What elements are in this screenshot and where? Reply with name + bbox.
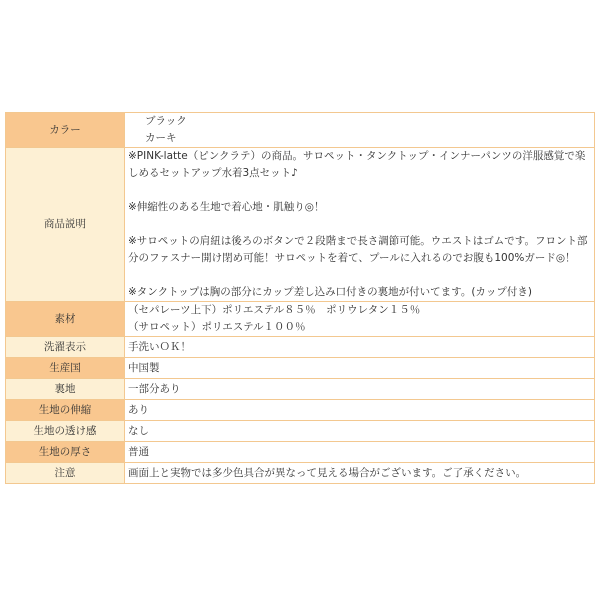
washing-label: 洗濯表示 — [6, 337, 125, 358]
row-note — [6, 463, 595, 484]
row-color — [6, 113, 595, 148]
color-values — [125, 113, 595, 148]
washing-value: 手洗いＯＫ！ — [125, 337, 595, 358]
row-stretch — [6, 400, 595, 421]
material-value-salopette: （サロペット）ポリエステル１００％ — [128, 321, 306, 333]
description-paragraph-1: ※PINK-latte（ピンクラテ）の商品。サロペット・タンクトップ・インナーパンツの洋服感覚で楽しめるセットアップ水着3点セット♪ — [128, 150, 586, 179]
origin-label: 生産国 — [6, 358, 125, 379]
lining-label: 裏地 — [6, 379, 125, 400]
stretch-value: あり — [125, 400, 595, 421]
thickness-label: 生地の厚さ — [6, 442, 125, 463]
note-value: 画面上と実物では多少色具合が異なって見える場合がございます。ご了承ください。 — [125, 463, 595, 484]
row-lining — [6, 379, 595, 400]
thickness-value: 普通 — [125, 442, 595, 463]
note-label: 注意 — [6, 463, 125, 484]
description-paragraph-2: ※伸縮性のある生地で着心地・肌触り◎！ — [128, 201, 325, 213]
lining-value: 一部分あり — [125, 379, 595, 400]
description-label: 商品説明 — [6, 148, 125, 302]
description-spacer — [128, 267, 590, 284]
row-sheerness — [6, 421, 595, 442]
stretch-label: 生地の伸縮 — [6, 400, 125, 421]
row-material — [6, 302, 595, 337]
sheerness-label: 生地の透け感 — [6, 421, 125, 442]
sheerness-value: なし — [125, 421, 595, 442]
color-value-khaki: カーキ — [145, 132, 177, 144]
material-values — [125, 302, 595, 337]
row-washing — [6, 337, 595, 358]
material-label: 素材 — [6, 302, 125, 337]
color-label: カラー — [6, 113, 125, 148]
color-value-black: ブラック — [145, 115, 187, 127]
row-description — [6, 148, 595, 302]
description-spacer — [128, 216, 590, 233]
description-spacer — [128, 182, 590, 199]
origin-value: 中国製 — [125, 358, 595, 379]
material-value-separates: （セパレーツ上下）ポリエステル８５％ ポリウレタン１５％ — [128, 304, 421, 316]
description-paragraph-3: ※サロペットの肩紐は後ろのボタンで２段階まで長さ調節可能。ウエストはゴムです。フロント部分のファスナー開け閉め可能！サロペットを着て、プールに入れるのでお腹も100%ガード◎！ — [128, 235, 588, 264]
description-paragraph-4: ※タンクトップは胸の部分にカップ差し込み口付きの裏地が付いてます。(カップ付き) — [128, 286, 532, 298]
product-spec-table — [5, 112, 595, 484]
description-text — [125, 148, 595, 302]
row-origin — [6, 358, 595, 379]
row-thickness — [6, 442, 595, 463]
